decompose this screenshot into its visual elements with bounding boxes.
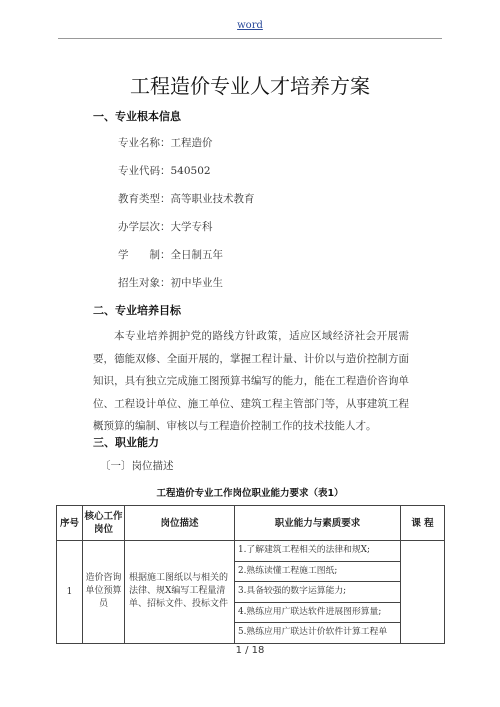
cell-role: 造价咨询单位预算员 xyxy=(83,541,125,644)
requirement-item: 3.具备较强的数字运算能力; xyxy=(235,582,400,603)
field-major-name: 专业名称：工程造价 xyxy=(118,137,213,149)
subsection-heading: 〔一〕岗位描述 xyxy=(100,460,174,472)
requirement-item: 2.熟练读懂工程施工图纸; xyxy=(235,562,400,583)
cell-req xyxy=(235,541,401,644)
section-heading-goals: 二、专业培养目标 xyxy=(93,304,181,317)
requirement-list xyxy=(235,541,400,643)
goal-paragraph: 本专业培养拥护党的路线方针政策，适应区域经济社会开展需要，德能双修、全面开展的，掌握工程计量、计价以与造价控制方面知识，具有独立完成施工图预算书编写的能力，能在工程造价咨询单位、工程设计单位、施工单位、建筑工程主管部门等，从事建筑工程概预算的编制、审核以与工程造价控制工作的技术技能人才。 xyxy=(93,330,409,433)
document-title: 工程造价专业人才培养方案 xyxy=(130,74,370,98)
cell-desc: 根据施工图纸以与相关的法律、规X编写工程量清单、招标文件、投标文件 xyxy=(125,541,235,644)
field-enrollment: 招生对象：初中毕业生 xyxy=(118,277,223,289)
table-row xyxy=(57,541,445,644)
requirement-item: 5.熟练应用广联达计价软件计算工程单 xyxy=(238,627,388,637)
requirement-item: 4.熟练应用广联达软件进展图形算量; xyxy=(235,603,400,624)
col-header-course: 课 程 xyxy=(401,506,445,541)
section-heading-basic-info: 一、专业根本信息 xyxy=(93,110,181,123)
header-divider xyxy=(58,38,442,39)
table-header-row xyxy=(57,506,445,541)
ability-table xyxy=(56,505,445,644)
field-education-type: 教育类型：高等职业技术教育 xyxy=(118,193,255,205)
table-caption: 工程造价专业工作岗位职业能力要求（表1） xyxy=(156,488,344,499)
section-heading-abilities: 三、职业能力 xyxy=(93,436,159,449)
col-header-req: 职业能力与素质要求 xyxy=(235,506,401,541)
page-number: 1 / 18 xyxy=(235,645,265,656)
cell-course xyxy=(401,541,445,644)
col-header-seq: 序号 xyxy=(57,506,83,541)
field-schooling: 学 制：全日制五年 xyxy=(118,249,223,261)
col-header-desc: 岗位描述 xyxy=(125,506,235,541)
field-level: 办学层次：大学专科 xyxy=(118,221,213,233)
header-link[interactable]: word xyxy=(237,20,263,31)
requirement-item: 1.了解建筑工程相关的法律和规X; xyxy=(235,541,400,562)
cell-seq: 1 xyxy=(57,541,83,644)
field-major-code: 专业代码：540502 xyxy=(118,165,211,177)
col-header-role: 核心工作岗位 xyxy=(83,506,125,541)
